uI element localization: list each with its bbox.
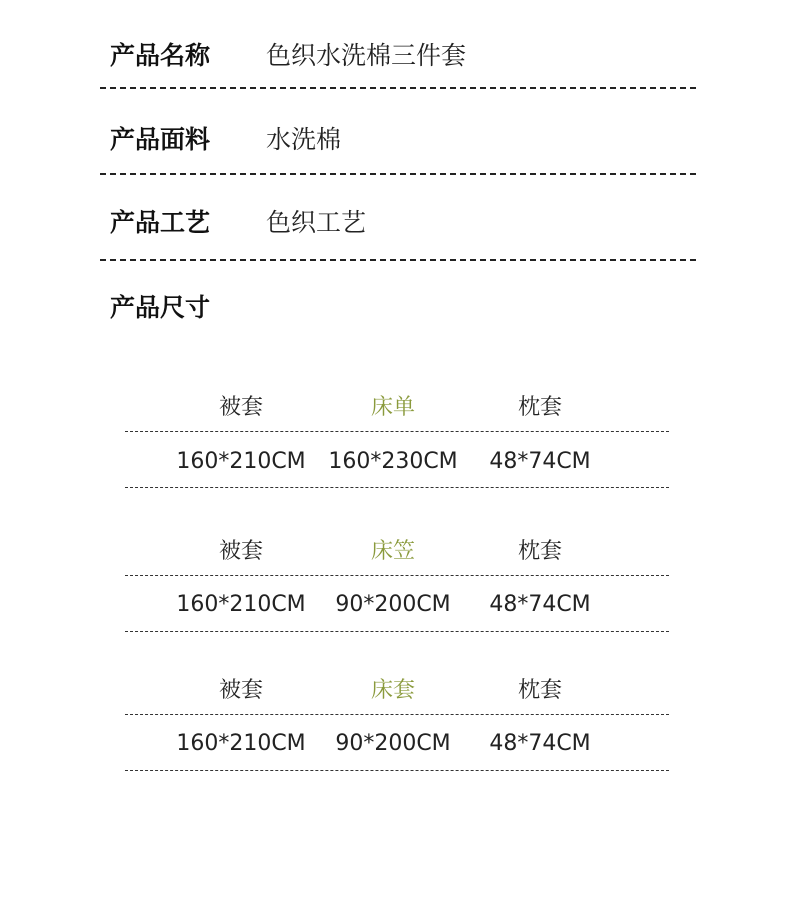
size-table [125,388,669,488]
info-row-craft [110,203,696,243]
header-cell: 枕套 [517,539,563,564]
info-divider [100,259,696,261]
table-divider [125,487,669,488]
info-row-fabric [110,120,696,160]
info-value: 色织工艺 [266,208,367,237]
header-cell: 被套 [218,539,264,564]
info-value: 色织水洗棉三件套 [266,41,467,70]
size-table-header [125,532,669,572]
header-cell: 被套 [218,395,264,420]
header-cell-accent: 床套 [370,678,416,703]
value-cell: 48*74CM [489,592,591,617]
info-divider [100,173,696,175]
info-value: 水洗棉 [266,125,342,154]
size-table-values [125,585,669,625]
info-divider [100,87,696,89]
header-cell-accent: 床笠 [370,539,416,564]
info-label: 产品面料 [110,125,211,154]
header-cell: 枕套 [517,678,563,703]
info-label: 产品尺寸 [110,293,211,322]
value-cell: 160*210CM [176,592,306,617]
info-label: 产品名称 [110,41,211,70]
info-row-name [110,36,696,76]
value-cell: 160*210CM [176,449,306,474]
value-cell: 90*200CM [335,592,451,617]
size-table-values [125,724,669,764]
value-cell: 90*200CM [335,731,451,756]
info-label: 产品工艺 [110,208,211,237]
header-cell: 被套 [218,678,264,703]
value-cell: 48*74CM [489,731,591,756]
size-table [125,671,669,771]
header-cell: 枕套 [517,395,563,420]
value-cell: 160*230CM [328,449,458,474]
info-row-size [110,288,696,328]
table-divider [125,714,669,715]
value-cell: 48*74CM [489,449,591,474]
size-table [125,532,669,632]
size-table-header [125,671,669,711]
header-cell-accent: 床单 [370,395,416,420]
table-divider [125,770,669,771]
size-table-header [125,388,669,428]
table-divider [125,575,669,576]
table-divider [125,631,669,632]
size-table-values [125,442,669,482]
table-divider [125,431,669,432]
value-cell: 160*210CM [176,731,306,756]
